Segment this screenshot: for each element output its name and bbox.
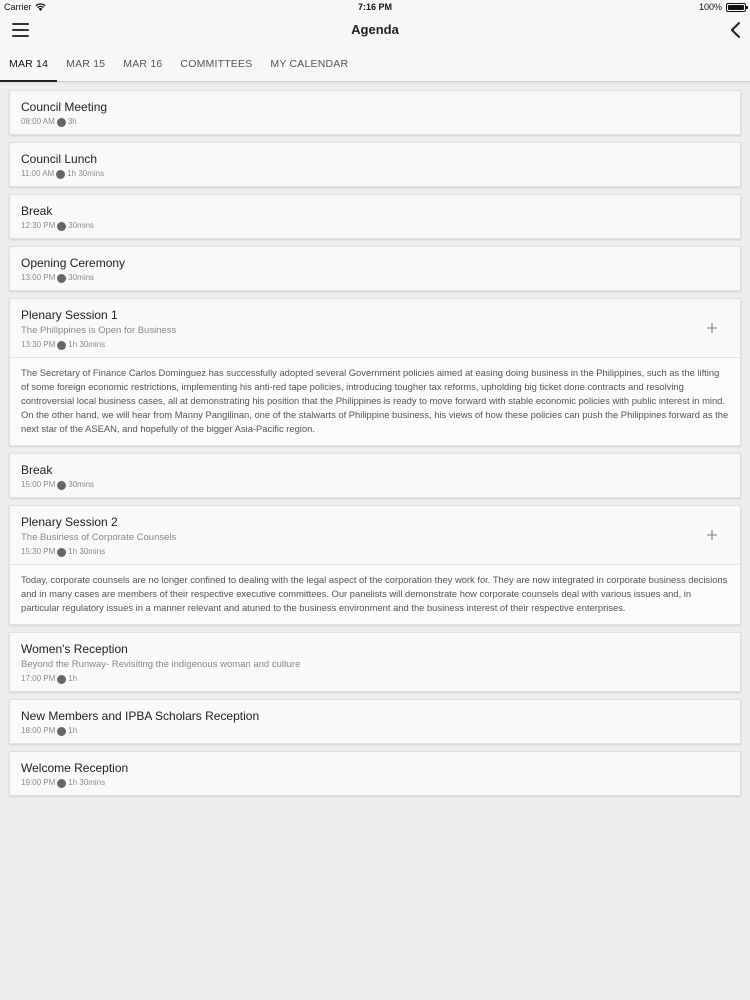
event-duration: 30mins [68,221,95,230]
event-time: 18:00 PM [21,726,56,735]
event-duration: 1h [68,726,78,735]
chevron-left-icon[interactable] [728,21,744,39]
event-time: 15:00 PM [21,480,56,489]
battery-percent: 100% [698,2,722,12]
clock-dot-icon [56,170,65,179]
event-title: Break [21,463,53,477]
event-time: 12:30 PM [21,221,56,230]
date-tabs [0,47,750,82]
page-title: Agenda [351,22,399,37]
tab-mar-15[interactable]: MAR 15 [66,58,106,70]
event-title: Opening Ceremony [21,256,126,270]
event-title: Women's Reception [21,642,128,656]
event-time: 19:00 PM [21,778,56,787]
clock-dot-icon [57,274,66,283]
event-title: Council Meeting [21,100,108,114]
clock-dot-icon [57,341,66,350]
event-subtitle: Beyond the Runway- Revisiting the indigenous woman and culture [21,659,301,670]
agenda-item[interactable] [9,751,741,796]
event-time: 13:00 PM [21,273,56,282]
event-meta [21,546,729,558]
carrier-label: Carrier [4,2,32,12]
event-duration: 1h [68,674,78,683]
event-meta [21,479,729,491]
event-meta [21,339,729,351]
event-title: Plenary Session 1 [21,308,118,322]
status-bar [0,0,750,14]
agenda-item-header [10,143,740,186]
event-duration: 1h 30mins [68,340,106,349]
agenda-item-header [10,299,740,357]
agenda-item-header [10,633,740,691]
event-time: 13:30 PM [21,340,56,349]
event-meta [21,168,729,180]
event-title: Break [21,204,53,218]
event-subtitle: The Philippines is Open for Business [21,325,177,336]
agenda-item-header [10,752,740,795]
event-title: Plenary Session 2 [21,515,118,529]
agenda-item-header [10,700,740,743]
event-subtitle: The Business of Corporate Counsels [21,532,177,543]
clock-dot-icon [57,118,66,127]
agenda-item[interactable] [9,90,741,135]
event-title: Welcome Reception [21,761,129,775]
clock-dot-icon [57,675,66,684]
nav-bar [0,14,750,47]
agenda-item[interactable] [9,453,741,498]
tab-committees[interactable]: COMMITTEES [180,58,253,70]
expand-plus-icon[interactable] [706,322,718,334]
agenda-item[interactable] [9,298,741,446]
event-meta [21,116,729,128]
battery-icon [726,3,746,12]
clock-dot-icon [57,481,66,490]
event-duration: 30mins [68,480,95,489]
agenda-item-header [10,454,740,497]
event-duration: 1h 30mins [67,169,105,178]
status-right [699,2,746,12]
agenda-item[interactable] [9,194,741,239]
tab-mar-16[interactable]: MAR 16 [123,58,163,70]
event-meta [21,272,729,284]
clock-dot-icon [57,548,66,557]
event-time: 17:00 PM [21,674,56,683]
event-time: 08:00 AM [21,117,55,126]
event-title: Council Lunch [21,152,98,166]
agenda-item[interactable] [9,505,741,625]
agenda-item-header [10,195,740,238]
expand-plus-icon[interactable] [706,529,718,541]
agenda-item-header [10,91,740,134]
event-duration: 1h 30mins [68,778,106,787]
event-duration: 3h [67,117,77,126]
event-time: 11:00 AM [21,169,55,178]
event-title: New Members and IPBA Scholars Reception [21,709,260,723]
agenda-item[interactable] [9,246,741,291]
event-description: The Secretary of Finance Carlos Dominguez has successfully adopted several Government policies aimed at easing doing business in the Philippines, such as the lifting of some foreign economic restrictions, implementing his anti-red tape policies, introducing tougher tax reforms, upholding big ticket done contracts and resolving controversial local business cases, all at demonstrating his position that the Philippines is ready to move forward with stable economic policies with public interest in mind. On the other hand, we will hear from Manny Pangilinan, one of the stalwarts of Philippine business, his views of how these policies can push the Philippines forward as the next star of the ASEAN, and hopefully of the bigger Asia-Pacific region. [10,357,740,445]
event-meta [21,673,729,685]
clock-dot-icon [57,779,66,788]
clock-dot-icon [57,222,66,231]
event-duration: 1h 30mins [68,547,106,556]
event-description: Today, corporate counsels are no longer confined to dealing with the legal aspect of the corporation they work for. They are now integrated in corporate business decisions and in many cases are members of their respective executive committees. Our panelists will demonstrate how corporate counsels deal with various issues and, in particular regulatory issues in a manner relevant and atuned to the business environment and the business interest of their respective enterprises. [10,564,740,624]
clock-dot-icon [57,727,66,736]
event-time: 15:30 PM [21,547,56,556]
tab-mar-14[interactable]: MAR 14 [0,47,57,81]
agenda-list [0,82,750,796]
agenda-item[interactable] [9,699,741,744]
event-meta [21,777,729,789]
event-meta [21,725,729,737]
event-meta [21,220,729,232]
event-duration: 30mins [68,273,95,282]
agenda-item[interactable] [9,142,741,187]
status-time: 7:16 PM [357,2,392,12]
agenda-item-header [10,247,740,290]
agenda-item-header [10,506,740,564]
tab-my-calendar[interactable]: MY CALENDAR [270,58,349,70]
agenda-item[interactable] [9,632,741,692]
